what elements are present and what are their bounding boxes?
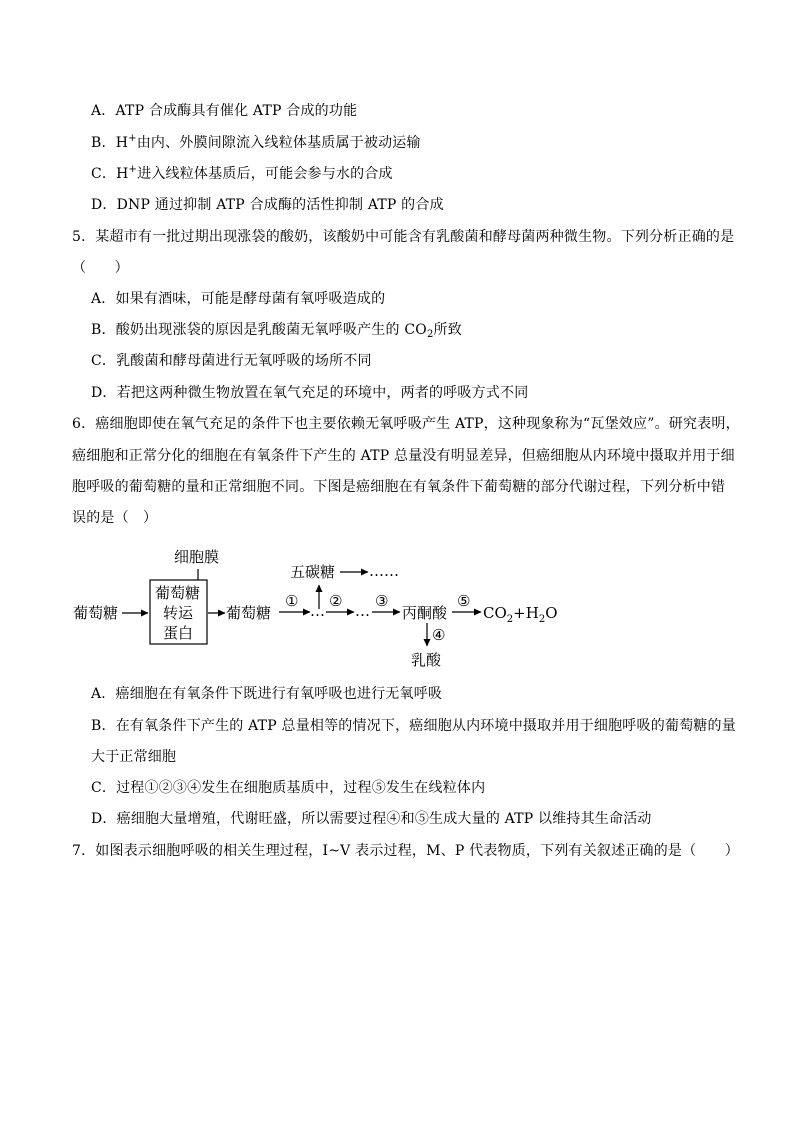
q5-option-b-prefix: B．酸奶出现涨袋的原因是乳酸菌无氧呼吸产生的 CO xyxy=(91,322,427,338)
h2o-subscript: 2 xyxy=(538,614,546,625)
plus-h-text: +H xyxy=(513,604,539,622)
membrane-label: 细胞膜 xyxy=(174,548,220,566)
q6-option-b-line-2: 大于正常细胞 xyxy=(91,749,177,765)
transporter-line-1: 葡萄糖 xyxy=(155,584,201,602)
co2-text: CO xyxy=(483,604,507,622)
glucose-metabolism-diagram xyxy=(70,540,560,675)
step-1-label: ① xyxy=(285,592,299,610)
q5-option-b xyxy=(91,320,462,340)
q6-stem-line-3: 胞呼吸的葡萄糖的量和正常细胞不同。下图是癌细胞在有氧条件下葡萄糖的部分代谢过程，下列分析中错 xyxy=(72,479,726,495)
step-2-label: ② xyxy=(329,592,343,610)
q6-stem-line-2: 癌细胞和正常分化的细胞在有氧条件下产生的 ATP 总量没有明显差异，但癌细胞从内环境中摄取并用于细 xyxy=(72,448,735,464)
q4-option-d: D．DNP 通过抑制 ATP 合成酶的活性抑制 ATP 的合成 xyxy=(91,197,444,213)
q4-option-c-sup: + xyxy=(128,164,138,175)
step-3-label: ③ xyxy=(375,592,389,610)
co2-subscript: 2 xyxy=(506,614,514,625)
q5-option-a: A．如果有酒味，可能是酵母菌有氧呼吸造成的 xyxy=(91,291,386,307)
q6-option-b-line-1: B．在有氧条件下产生的 ATP 总量相等的情况下，癌细胞从内环境中摄取并用于细胞呼吸的葡萄糖的量 xyxy=(91,718,736,734)
q4-option-c-text: 进入线粒体基质后，可能会参与水的合成 xyxy=(137,166,393,182)
q7-stem: 7．如图表示细胞呼吸的相关生理过程，I~V 表示过程，M、P 代表物质，下列有关叙述正确的是（ ） xyxy=(72,843,739,859)
glucose-intracellular: 葡萄糖 xyxy=(226,604,272,622)
q4-option-c-prefix: C．H xyxy=(91,166,129,182)
q4-option-b xyxy=(91,133,421,153)
intermediate-dots-1: … xyxy=(310,602,325,620)
q6-stem-line-4: 误的是（ ） xyxy=(72,510,158,526)
q5-option-b-text: 所致 xyxy=(433,322,462,338)
glucose-extracellular: 葡萄糖 xyxy=(73,604,119,622)
o-text: O xyxy=(545,604,558,622)
co2-h2o-product xyxy=(483,604,558,625)
q6-option-a: A．癌细胞在有氧条件下既进行有氧呼吸也进行无氧呼吸 xyxy=(91,686,443,702)
pyruvate-label: 丙酮酸 xyxy=(402,604,448,622)
transporter-line-3: 蛋白 xyxy=(163,624,194,642)
q4-option-b-sup: + xyxy=(128,133,137,144)
q5-option-c: C．乳酸菌和酵母菌进行无氧呼吸的场所不同 xyxy=(91,353,372,369)
q4-option-a: A．ATP 合成酶具有催化 ATP 合成的功能 xyxy=(91,103,358,119)
q4-option-b-text: 由内、外膜间隙流入线粒体基质属于被动运输 xyxy=(136,135,421,151)
q6-stem-line-1: 6．癌细胞即使在氧气充足的条件下也主要依赖无氧呼吸产生 ATP，这种现象称为“瓦堡效应”。研究表明， xyxy=(72,416,740,432)
lactate-label: 乳酸 xyxy=(411,651,442,669)
intermediate-dots-2: … xyxy=(355,602,370,620)
step-4-label: ④ xyxy=(432,626,446,644)
step-5-label: ⑤ xyxy=(457,592,471,610)
q6-option-d: D．癌细胞大量增殖，代谢旺盛，所以需要过程④和⑤生成大量的 ATP 以维持其生命活动 xyxy=(91,811,652,827)
q5-option-b-sub: 2 xyxy=(426,329,434,340)
q5-stem: 5．某超市有一批过期出现涨袋的酸奶，该酸奶中可能含有乳酸菌和酵母菌两种微生物。下列分析正确的是 xyxy=(72,229,735,245)
q6-option-c: C．过程①②③④发生在细胞质基质中，过程⑤发生在线粒体内 xyxy=(91,780,486,796)
q5-option-d: D．若把这两种微生物放置在氧气充足的环境中，两者的呼吸方式不同 xyxy=(91,385,529,401)
transporter-line-2: 转运 xyxy=(163,604,194,622)
pentose-dots: …… xyxy=(369,562,399,580)
pentose-label: 五碳糖 xyxy=(290,563,336,581)
q4-option-c xyxy=(91,164,393,184)
q4-option-b-prefix: B．H xyxy=(91,135,129,151)
q5-answer-bracket: （ ） xyxy=(72,260,129,276)
